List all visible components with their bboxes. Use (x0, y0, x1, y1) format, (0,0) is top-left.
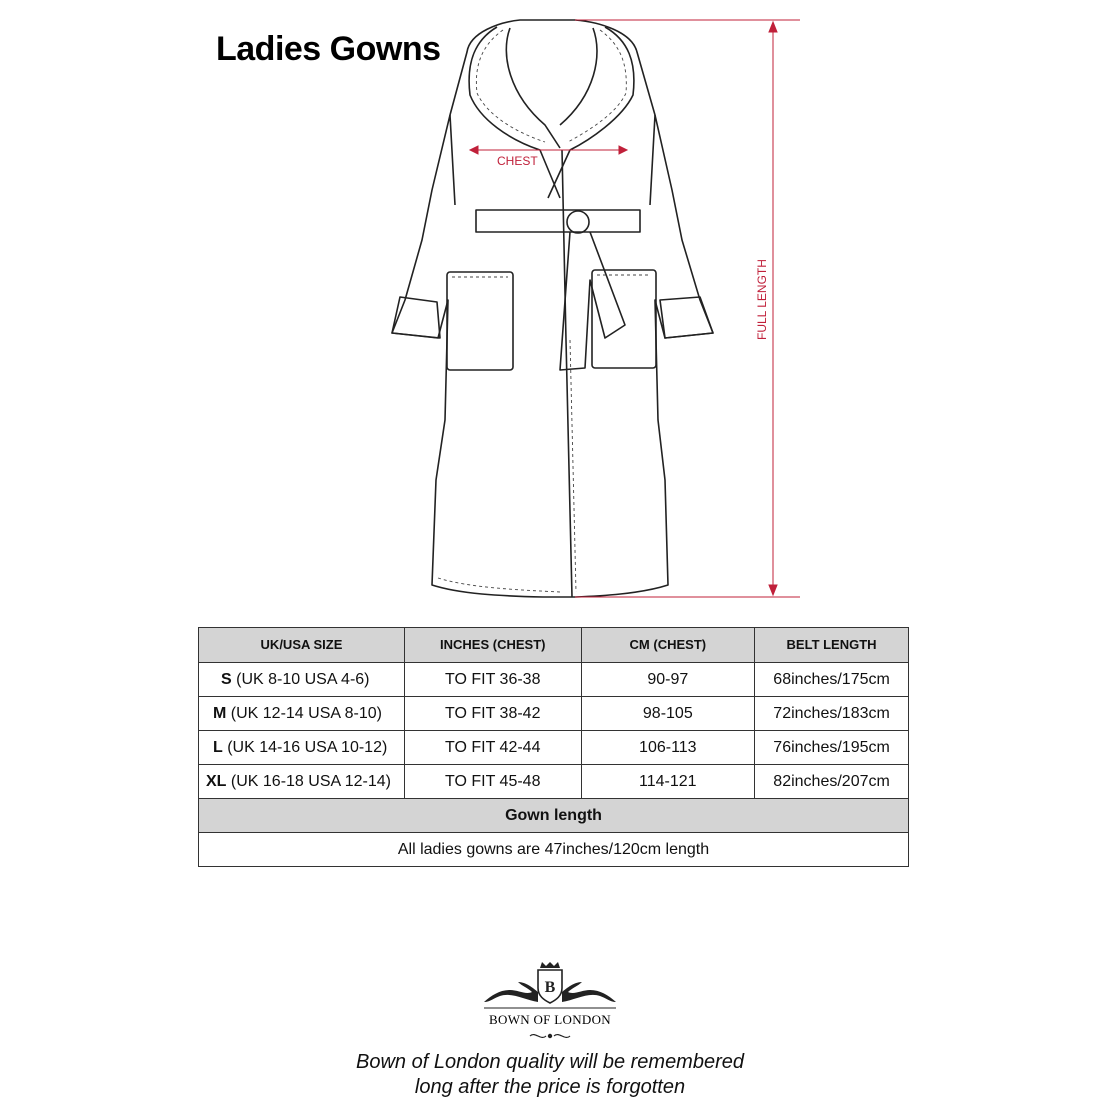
gown-length-heading: Gown length (199, 799, 909, 833)
brand-name: BOWN OF LONDON (489, 1012, 611, 1027)
table-row (199, 663, 909, 697)
table-row (199, 731, 909, 765)
cm-cell: 90-97 (581, 663, 755, 697)
brand-ornament (527, 1031, 573, 1041)
size-cell (199, 697, 405, 731)
cm-cell: 114-121 (581, 765, 755, 799)
belt-cell: 82inches/207cm (755, 765, 909, 799)
gown-length-note-row (199, 833, 909, 867)
robe-sleeve-seam (450, 115, 655, 205)
size-range: (UK 8-10 USA 4-6) (231, 670, 370, 688)
logo-flourish-left (484, 982, 538, 1002)
inches-cell: TO FIT 42-44 (404, 731, 581, 765)
size-range: (UK 14-16 USA 10-12) (222, 738, 388, 756)
size-range: (UK 12-14 USA 8-10) (226, 704, 382, 722)
robe-cuff-left (392, 297, 440, 338)
header-belt: BELT LENGTH (755, 628, 909, 663)
size-cell (199, 765, 405, 799)
robe-body (392, 20, 713, 597)
table-row (199, 765, 909, 799)
tagline (250, 1050, 850, 1100)
size-code: XL (206, 772, 227, 790)
size-range: (UK 16-18 USA 12-14) (226, 772, 391, 790)
logo-letter: B (544, 979, 556, 996)
robe-front-edge (562, 150, 572, 597)
table-header-row (199, 628, 909, 663)
robe-lapel (506, 28, 597, 148)
cm-cell: 98-105 (581, 697, 755, 731)
robe-belt (476, 210, 640, 232)
tagline-line-1: Bown of London quality will be remembered (356, 1051, 744, 1073)
logo-flourish-right (562, 982, 616, 1002)
table-row (199, 697, 909, 731)
inches-cell: TO FIT 36-38 (404, 663, 581, 697)
logo-crown (540, 962, 560, 968)
robe-pocket-right (592, 270, 656, 368)
inches-cell: TO FIT 38-42 (404, 697, 581, 731)
chest-label: CHEST (497, 154, 538, 168)
belt-cell: 76inches/195cm (755, 731, 909, 765)
belt-cell: 72inches/183cm (755, 697, 909, 731)
tagline-line-2: long after the price is forgotten (414, 1076, 686, 1098)
header-inches: INCHES (CHEST) (404, 628, 581, 663)
gown-length-heading-row (199, 799, 909, 833)
robe-cuff-right (660, 297, 713, 338)
gown-length-note: All ladies gowns are 47inches/120cm length (199, 833, 909, 867)
size-cell (199, 731, 405, 765)
size-code: S (221, 670, 232, 688)
header-cm: CM (CHEST) (581, 628, 755, 663)
belt-cell: 68inches/175cm (755, 663, 909, 697)
size-cell (199, 663, 405, 697)
brand-logo (470, 962, 630, 1012)
inches-cell: TO FIT 45-48 (404, 765, 581, 799)
size-code: M (213, 704, 227, 722)
cm-cell: 106-113 (581, 731, 755, 765)
size-table (198, 627, 909, 867)
length-label: FULL LENGTH (755, 259, 769, 340)
robe-pocket-left (447, 272, 513, 370)
size-code: L (213, 738, 223, 756)
chest-dimension (470, 146, 627, 154)
robe-collar (469, 27, 634, 198)
page-title: Ladies Gowns (216, 30, 441, 68)
header-size: UK/USA SIZE (199, 628, 405, 663)
robe-belt-knot (567, 211, 589, 233)
